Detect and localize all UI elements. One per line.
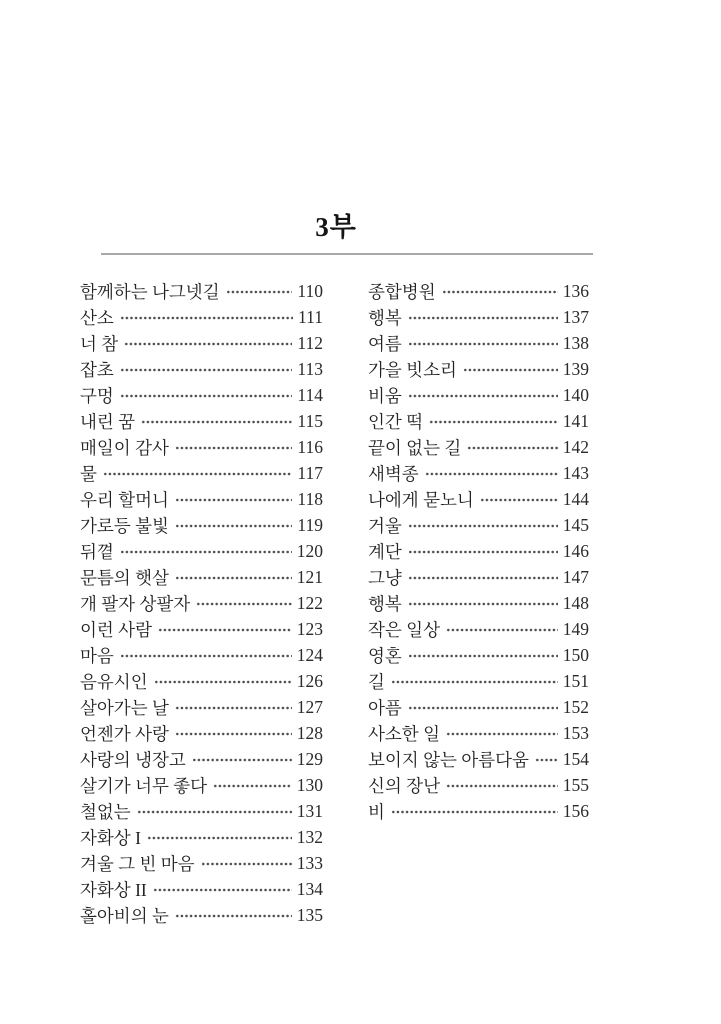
- toc-entry: [368, 278, 589, 304]
- toc-entry-page: 139: [562, 358, 589, 379]
- toc-entry: [368, 616, 589, 642]
- toc-leader-dots: [408, 546, 558, 558]
- toc-entry-title: 그냥: [368, 567, 402, 588]
- toc-leader-dots: [120, 364, 293, 376]
- toc-entry-page: 110: [297, 280, 323, 301]
- toc-entry-title: 내린 꿈: [80, 411, 136, 432]
- toc-columns: [80, 278, 592, 928]
- toc-leader-dots: [429, 416, 558, 428]
- toc-content: [80, 210, 592, 928]
- toc-entry-page: 156: [562, 800, 589, 821]
- toc-entry: [80, 850, 323, 876]
- toc-entry: [80, 408, 323, 434]
- toc-leader-dots: [535, 754, 558, 766]
- toc-entry: [368, 642, 589, 668]
- toc-entry-title: 새벽종: [368, 463, 419, 484]
- toc-entry-title: 영혼: [368, 645, 402, 666]
- toc-entry: [80, 772, 323, 798]
- toc-entry: [368, 434, 589, 460]
- toc-leader-dots: [158, 624, 292, 636]
- toc-entry: [80, 720, 323, 746]
- toc-leader-dots: [175, 494, 292, 506]
- toc-leader-dots: [153, 884, 292, 896]
- toc-entry-title: 사랑의 냉장고: [80, 749, 186, 770]
- toc-entry-title: 개 팔자 상팔자: [80, 593, 191, 614]
- toc-entry-title: 음유시인: [80, 671, 148, 692]
- toc-leader-dots: [226, 286, 293, 298]
- toc-entry-title: 인간 떡: [368, 411, 424, 432]
- toc-entry-page: 136: [562, 280, 589, 301]
- toc-entry-title: 끝이 없는 길: [368, 437, 462, 458]
- toc-leader-dots: [213, 780, 292, 792]
- part-heading: 3부: [315, 212, 357, 242]
- toc-entry-page: 142: [562, 436, 589, 457]
- toc-leader-dots: [120, 312, 293, 324]
- toc-leader-dots: [408, 650, 558, 662]
- toc-entry-page: 147: [562, 566, 589, 587]
- toc-entry-page: 113: [297, 358, 323, 379]
- toc-leader-dots: [175, 442, 292, 454]
- toc-leader-dots: [120, 650, 292, 662]
- toc-leader-dots: [175, 572, 292, 584]
- toc-leader-dots: [408, 702, 558, 714]
- toc-entry-title: 비움: [368, 385, 402, 406]
- toc-entry: [368, 564, 589, 590]
- toc-entry-page: 121: [296, 566, 323, 587]
- toc-leader-dots: [147, 832, 292, 844]
- toc-entry-title: 거울: [368, 515, 402, 536]
- toc-entry-title: 매일이 감사: [80, 437, 169, 458]
- toc-entry: [368, 382, 589, 408]
- toc-leader-dots: [391, 676, 558, 688]
- toc-entry-title: 함께하는 나그넷길: [80, 281, 220, 302]
- toc-entry-page: 123: [296, 618, 323, 639]
- toc-leader-dots: [120, 390, 293, 402]
- toc-entry-page: 155: [562, 774, 589, 795]
- toc-entry: [80, 590, 323, 616]
- toc-entry-page: 134: [296, 878, 323, 899]
- toc-entry-title: 구멍: [80, 385, 114, 406]
- toc-entry-title: 홀아비의 눈: [80, 905, 169, 926]
- toc-entry-title: 우리 할머니: [80, 489, 169, 510]
- toc-entry-title: 언젠가 사랑: [80, 723, 169, 744]
- toc-entry-title: 비: [368, 801, 385, 822]
- toc-entry: [80, 538, 323, 564]
- toc-entry-page: 140: [562, 384, 589, 405]
- toc-entry: [80, 304, 323, 330]
- toc-leader-dots: [175, 910, 292, 922]
- toc-entry: [80, 356, 323, 382]
- toc-entry-page: 114: [297, 384, 323, 405]
- toc-entry-page: 153: [562, 722, 589, 743]
- toc-entry-page: 117: [297, 462, 323, 483]
- toc-entry-title: 작은 일상: [368, 619, 440, 640]
- toc-entry-page: 141: [562, 410, 589, 431]
- toc-entry-page: 128: [296, 722, 323, 743]
- toc-entry: [368, 486, 589, 512]
- toc-entry-title: 자화상 II: [80, 879, 147, 900]
- toc-entry-title: 행복: [368, 307, 402, 328]
- toc-leader-dots: [120, 546, 292, 558]
- toc-entry-title: 아픔: [368, 697, 402, 718]
- toc-entry: [368, 460, 589, 486]
- toc-entry-title: 길: [368, 671, 385, 692]
- toc-entry-page: 145: [562, 514, 589, 535]
- toc-entry-page: 130: [296, 774, 323, 795]
- toc-entry-page: 119: [297, 514, 323, 535]
- toc-leader-dots: [201, 858, 292, 870]
- toc-leader-dots: [196, 598, 292, 610]
- toc-entry: [80, 512, 323, 538]
- toc-entry-title: 가로등 불빛: [80, 515, 169, 536]
- toc-entry-title: 이런 사람: [80, 619, 152, 640]
- toc-leader-dots: [175, 728, 292, 740]
- toc-entry-title: 잡초: [80, 359, 114, 380]
- toc-leader-dots: [408, 598, 558, 610]
- toc-column-left: [80, 278, 323, 928]
- toc-entry-title: 물: [80, 463, 97, 484]
- toc-leader-dots: [137, 806, 292, 818]
- toc-leader-dots: [175, 702, 292, 714]
- toc-entry-title: 보이지 않는 아름다움: [368, 749, 529, 770]
- toc-entry: [80, 460, 323, 486]
- toc-entry-page: 116: [297, 436, 323, 457]
- toc-entry: [368, 304, 589, 330]
- toc-entry: [368, 330, 589, 356]
- toc-entry: [368, 512, 589, 538]
- toc-entry: [80, 746, 323, 772]
- toc-entry-page: 146: [562, 540, 589, 561]
- toc-entry: [80, 642, 323, 668]
- toc-leader-dots: [154, 676, 292, 688]
- toc-leader-dots: [480, 494, 558, 506]
- toc-entry-title: 종합병원: [368, 281, 436, 302]
- toc-entry-page: 154: [562, 748, 589, 769]
- toc-entry: [368, 538, 589, 564]
- toc-entry: [80, 902, 323, 928]
- toc-leader-dots: [408, 572, 558, 584]
- toc-entry-page: 124: [296, 644, 323, 665]
- toc-leader-dots: [408, 338, 558, 350]
- toc-entry-title: 너 참: [80, 333, 119, 354]
- toc-entry: [368, 590, 589, 616]
- toc-entry-title: 나에게 묻노니: [368, 489, 474, 510]
- toc-entry: [368, 720, 589, 746]
- toc-entry-page: 122: [296, 592, 323, 613]
- toc-entry-page: 111: [298, 306, 323, 327]
- toc-leader-dots: [446, 728, 558, 740]
- toc-entry-page: 118: [297, 488, 323, 509]
- toc-entry-page: 138: [562, 332, 589, 353]
- toc-leader-dots: [408, 312, 558, 324]
- toc-entry: [80, 486, 323, 512]
- toc-leader-dots: [446, 780, 558, 792]
- heading-rule: [101, 253, 593, 255]
- toc-entry-title: 뒤꼍: [80, 541, 114, 562]
- toc-entry: [368, 746, 589, 772]
- toc-entry-page: 151: [562, 670, 589, 691]
- toc-leader-dots: [463, 364, 558, 376]
- toc-entry: [80, 330, 323, 356]
- toc-entry: [80, 616, 323, 642]
- toc-entry-title: 사소한 일: [368, 723, 440, 744]
- toc-entry: [368, 798, 589, 824]
- toc-entry: [368, 408, 589, 434]
- toc-entry: [80, 434, 323, 460]
- toc-entry-page: 133: [296, 852, 323, 873]
- toc-entry: [80, 668, 323, 694]
- toc-entry-title: 살아가는 날: [80, 697, 169, 718]
- toc-leader-dots: [408, 390, 558, 402]
- toc-leader-dots: [103, 468, 292, 480]
- toc-leader-dots: [425, 468, 558, 480]
- toc-entry-title: 신의 장난: [368, 775, 440, 796]
- toc-entry: [368, 694, 589, 720]
- toc-entry: [80, 694, 323, 720]
- toc-entry: [80, 824, 323, 850]
- toc-entry-title: 자화상 I: [80, 827, 141, 848]
- toc-entry: [368, 356, 589, 382]
- toc-leader-dots: [446, 624, 558, 636]
- toc-entry-page: 143: [562, 462, 589, 483]
- toc-entry: [368, 668, 589, 694]
- toc-entry-page: 129: [296, 748, 323, 769]
- toc-entry-page: 120: [296, 540, 323, 561]
- toc-entry: [80, 278, 323, 304]
- toc-entry-title: 계단: [368, 541, 402, 562]
- toc-entry-page: 112: [297, 332, 323, 353]
- toc-entry: [80, 382, 323, 408]
- toc-leader-dots: [141, 416, 292, 428]
- toc-entry-title: 겨울 그 빈 마음: [80, 853, 195, 874]
- toc-entry: [80, 876, 323, 902]
- toc-leader-dots: [408, 520, 558, 532]
- toc-entry-page: 152: [562, 696, 589, 717]
- toc-entry-page: 115: [297, 410, 323, 431]
- toc-entry-page: 127: [296, 696, 323, 717]
- toc-entry-title: 가을 빗소리: [368, 359, 457, 380]
- toc-entry-page: 150: [562, 644, 589, 665]
- toc-entry-title: 여름: [368, 333, 402, 354]
- toc-leader-dots: [192, 754, 292, 766]
- toc-entry-page: 149: [562, 618, 589, 639]
- toc-entry: [80, 564, 323, 590]
- toc-leader-dots: [442, 286, 558, 298]
- toc-entry-title: 문틈의 햇살: [80, 567, 169, 588]
- toc-leader-dots: [175, 520, 292, 532]
- toc-entry: [368, 772, 589, 798]
- toc-entry-page: 131: [296, 800, 323, 821]
- toc-entry-page: 144: [562, 488, 589, 509]
- toc-leader-dots: [124, 338, 292, 350]
- toc-entry-page: 148: [562, 592, 589, 613]
- toc-column-right: [368, 278, 589, 928]
- toc-leader-dots: [467, 442, 557, 454]
- toc-leader-dots: [391, 806, 558, 818]
- toc-entry-page: 126: [296, 670, 323, 691]
- toc-entry-title: 마음: [80, 645, 114, 666]
- toc-entry: [80, 798, 323, 824]
- toc-entry-title: 행복: [368, 593, 402, 614]
- toc-entry-title: 산소: [80, 307, 114, 328]
- toc-entry-title: 철없는: [80, 801, 131, 822]
- toc-entry-page: 137: [562, 306, 589, 327]
- toc-entry-page: 132: [296, 826, 323, 847]
- toc-entry-page: 135: [296, 904, 323, 925]
- toc-entry-title: 살기가 너무 좋다: [80, 775, 208, 796]
